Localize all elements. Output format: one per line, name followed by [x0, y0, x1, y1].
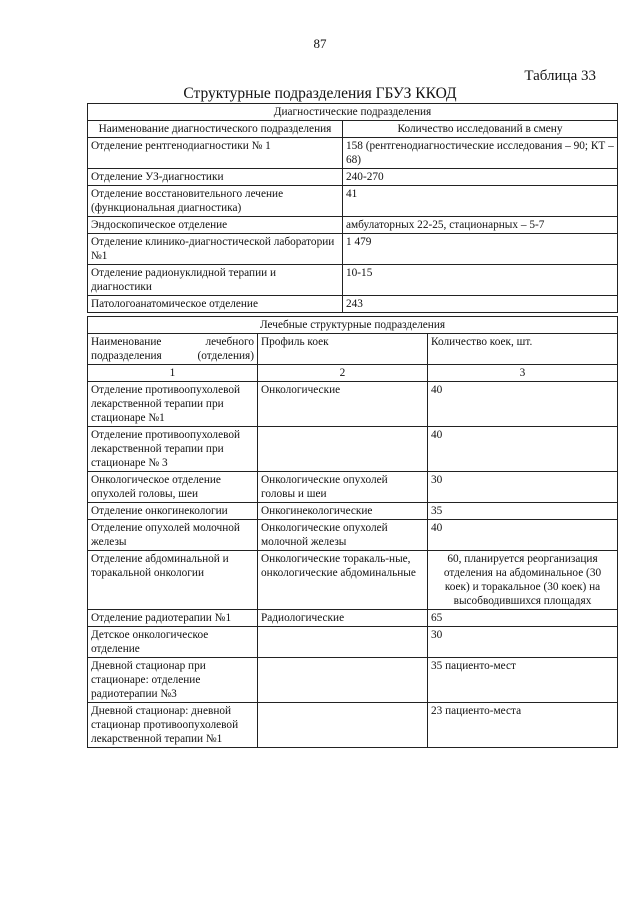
table-cell — [258, 703, 428, 748]
table-cell: 30 — [428, 627, 618, 658]
header-cell: Наименование лечебного подразделения (отделения) — [88, 334, 258, 365]
table-row — [88, 186, 618, 217]
table-cell: 243 — [343, 296, 618, 313]
table-cell: Отделение восстановительного лечение (функциональная диагностика) — [88, 186, 343, 217]
table-row — [88, 296, 618, 313]
table-cell: Детское онкологическое отделение — [88, 627, 258, 658]
table-cell: Патологоанатомическое отделение — [88, 296, 343, 313]
table-cell: Отделение опухолей молочной железы — [88, 520, 258, 551]
header-cell: Количество коек, шт. — [428, 334, 618, 365]
table-row — [88, 658, 618, 703]
table-cell: 41 — [343, 186, 618, 217]
table-cell: 60, планируется реорганизация отделения на абдоминальное (30 коек) и торакальное (30 коек) на высобводившихся площадях — [428, 551, 618, 610]
table-cell: Онкологические — [258, 382, 428, 427]
table-cell: 40 — [428, 427, 618, 472]
column-number-row — [88, 365, 618, 382]
table-cell — [258, 658, 428, 703]
header-cell: Наименование диагностического подразделения — [88, 121, 343, 138]
column-number: 1 — [88, 365, 258, 382]
table-cell: 40 — [428, 382, 618, 427]
table-row — [88, 234, 618, 265]
table-row — [88, 427, 618, 472]
table-cell: Отделение противоопухолевой лекарственной терапии при стационаре № 3 — [88, 427, 258, 472]
table-cell: Отделение онкогинекологии — [88, 503, 258, 520]
table-cell: Отделение радионуклидной терапии и диагностики — [88, 265, 343, 296]
table-cell — [258, 627, 428, 658]
column-number: 3 — [428, 365, 618, 382]
table-row — [88, 382, 618, 427]
table-cell: Онкогинекологические — [258, 503, 428, 520]
table-cell: 65 — [428, 610, 618, 627]
table-row — [88, 217, 618, 234]
column-number: 2 — [258, 365, 428, 382]
table-row — [88, 551, 618, 610]
table-cell: 23 пациенто-места — [428, 703, 618, 748]
diagnostic-header-row — [88, 121, 618, 138]
table-cell: 240-270 — [343, 169, 618, 186]
table-row — [88, 265, 618, 296]
table-row — [88, 138, 618, 169]
table-cell: Отделение противоопухолевой лекарственной терапии при стационаре №1 — [88, 382, 258, 427]
header-cell: Количество исследований в смену — [343, 121, 618, 138]
table-cell: 35 — [428, 503, 618, 520]
table-cell: 10-15 — [343, 265, 618, 296]
table-cell: Онкологические опухолей молочной железы — [258, 520, 428, 551]
table-cell: 30 — [428, 472, 618, 503]
treatment-section-row — [88, 317, 618, 334]
table-row — [88, 472, 618, 503]
table-cell: Отделение радиотерапии №1 — [88, 610, 258, 627]
table-cell: 40 — [428, 520, 618, 551]
table-cell: 1 479 — [343, 234, 618, 265]
table-cell: Онкологическое отделение опухолей головы, шеи — [88, 472, 258, 503]
diagnostic-section-row — [88, 104, 618, 121]
table-cell: Радиологические — [258, 610, 428, 627]
table-cell: Отделение клинико-диагностической лаборатории №1 — [88, 234, 343, 265]
table-row — [88, 520, 618, 551]
diagnostic-table — [87, 103, 618, 313]
treatment-section-title: Лечебные структурные подразделения — [88, 317, 618, 334]
table-cell: Отделение абдоминальной и торакальной онкологии — [88, 551, 258, 610]
treatment-table — [87, 316, 618, 748]
table-row — [88, 703, 618, 748]
table-row — [88, 610, 618, 627]
treatment-header-row — [88, 334, 618, 365]
header-cell: Профиль коек — [258, 334, 428, 365]
document-title: Структурные подразделения ГБУЗ ККОД — [183, 85, 457, 102]
table-cell: Отделение рентгенодиагностики № 1 — [88, 138, 343, 169]
table-cell: 158 (рентгенодиагностические исследования – 90; КТ – 68) — [343, 138, 618, 169]
table-cell: Отделение УЗ-диагностики — [88, 169, 343, 186]
table-cell: 35 пациенто-мест — [428, 658, 618, 703]
table-row — [88, 503, 618, 520]
diagnostic-section-title: Диагностические подразделения — [88, 104, 618, 121]
table-row — [88, 169, 618, 186]
table-cell: Онкологические торакаль-ные, онкологические абдоминальные — [258, 551, 428, 610]
table-label: Таблица 33 — [524, 68, 596, 84]
table-row — [88, 627, 618, 658]
table-cell: Онкологические опухолей головы и шеи — [258, 472, 428, 503]
table-cell: Дневной стационар: дневной стационар противоопухолевой лекарственной терапии №1 — [88, 703, 258, 748]
table-cell: Эндоскопическое отделение — [88, 217, 343, 234]
table-cell: амбулаторных 22-25, стационарных – 5-7 — [343, 217, 618, 234]
table-cell — [258, 427, 428, 472]
page-number: 87 — [313, 36, 327, 51]
table-cell: Дневной стационар при стационаре: отделение радиотерапии №3 — [88, 658, 258, 703]
